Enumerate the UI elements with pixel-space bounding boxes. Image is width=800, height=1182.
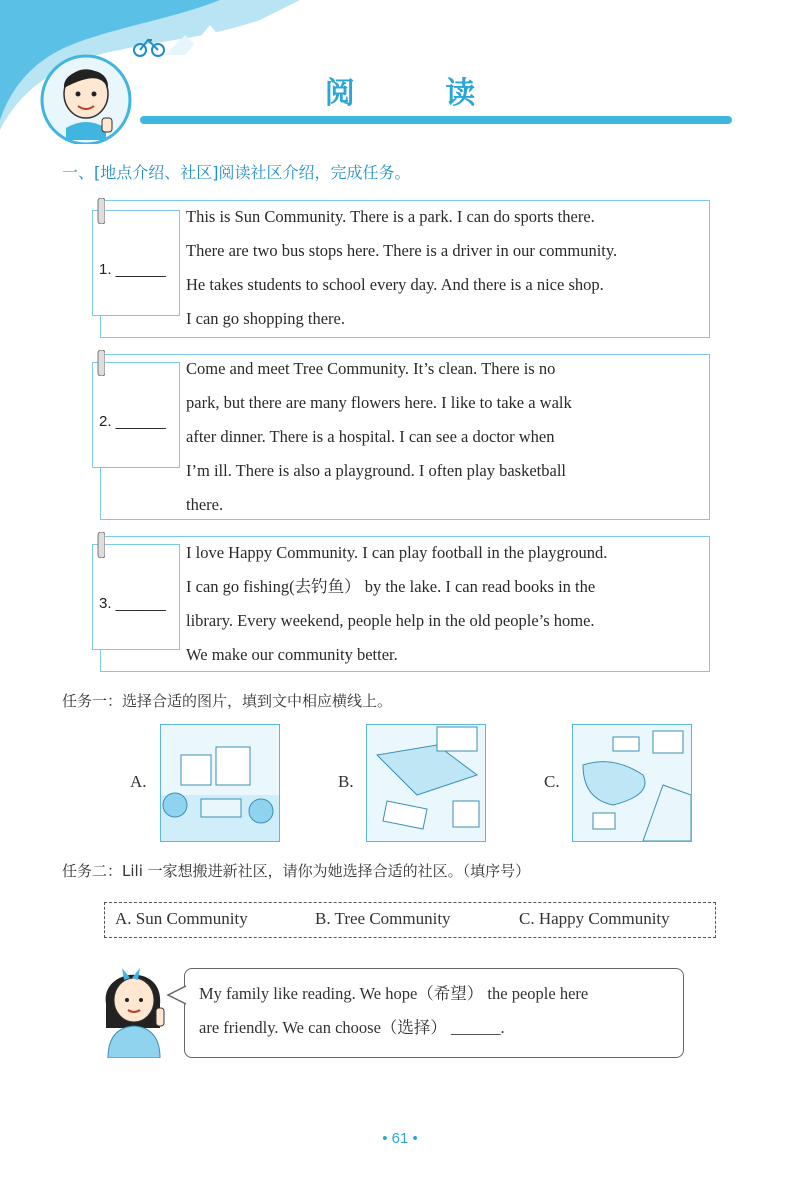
passage-line: He takes students to school every day. And there is a nice shop. (186, 275, 604, 294)
passage-line: We make our community better. (186, 645, 398, 664)
passage-line: There are two bus stops here. There is a driver in our community. (186, 241, 618, 260)
picture-label-b: B. (338, 772, 354, 791)
section-title: 一、[地点介绍、社区]阅读社区介绍，完成任务。 (62, 163, 411, 182)
bubble-tail-icon (166, 984, 188, 1006)
passage-line: I can go fishing(去钓鱼） by the lake. I can read books in the (186, 577, 596, 596)
passage-text-2 (186, 352, 706, 522)
passage-line: This is Sun Community. There is a park. I can do sports there. (186, 207, 595, 226)
option-b[interactable]: B. Tree Community (315, 909, 451, 928)
pin-icon (95, 350, 105, 376)
picture-label-c: C. (544, 772, 560, 791)
header-rule (140, 116, 732, 124)
girl-lili-image (94, 958, 178, 1058)
passage-line: there. (186, 495, 224, 514)
passage-line: library. Every weekend, people help in the old people’s home. (186, 611, 595, 630)
answer-card-1 (92, 210, 180, 316)
answer-blank-1[interactable]: 1. ______ (99, 261, 166, 278)
pin-icon (95, 532, 105, 558)
passage-line: I love Happy Community. I can play football in the playground. (186, 543, 608, 562)
page-number: • 61 • (382, 1130, 418, 1147)
answer-card-2 (92, 362, 180, 468)
task1-instruction: 任务一：选择合适的图片，填到文中相应横线上。 (62, 692, 393, 710)
bubble-line-2: are friendly. We can choose（选择） ______. (199, 1018, 505, 1037)
option-a[interactable]: A. Sun Community (115, 909, 248, 928)
picture-label-a: A. (130, 772, 147, 791)
passage-line: park, but there are many flowers here. I like to take a walk (186, 393, 572, 412)
picture-a-park-image[interactable] (160, 724, 280, 842)
page-title: 阅 读 (324, 76, 516, 111)
passage-line: after dinner. There is a hospital. I can see a doctor when (186, 427, 555, 446)
pin-icon (95, 198, 105, 224)
task2-instruction: 任务二：Lili 一家想搬进新社区，请你为她选择合适的社区。（填序号） (62, 862, 531, 880)
passage-line: I’m ill. There is also a playground. I often play basketball (186, 461, 567, 480)
picture-b-lake-image[interactable] (366, 724, 486, 842)
community-options (104, 902, 716, 938)
option-c[interactable]: C. Happy Community (519, 909, 670, 928)
answer-blank-3[interactable]: 3. ______ (99, 595, 166, 612)
answer-blank-2[interactable]: 2. ______ (99, 413, 166, 430)
answer-card-3 (92, 544, 180, 650)
speech-bubble (184, 968, 684, 1058)
passage-text-1 (186, 200, 706, 336)
passage-line: I can go shopping there. (186, 309, 345, 328)
passage-line: Come and meet Tree Community. It’s clean. There is no (186, 359, 556, 378)
picture-c-bus-stop-image[interactable] (572, 724, 692, 842)
passage-text-3 (186, 536, 706, 672)
bubble-line-1: My family like reading. We hope（希望） the people here (199, 984, 589, 1003)
